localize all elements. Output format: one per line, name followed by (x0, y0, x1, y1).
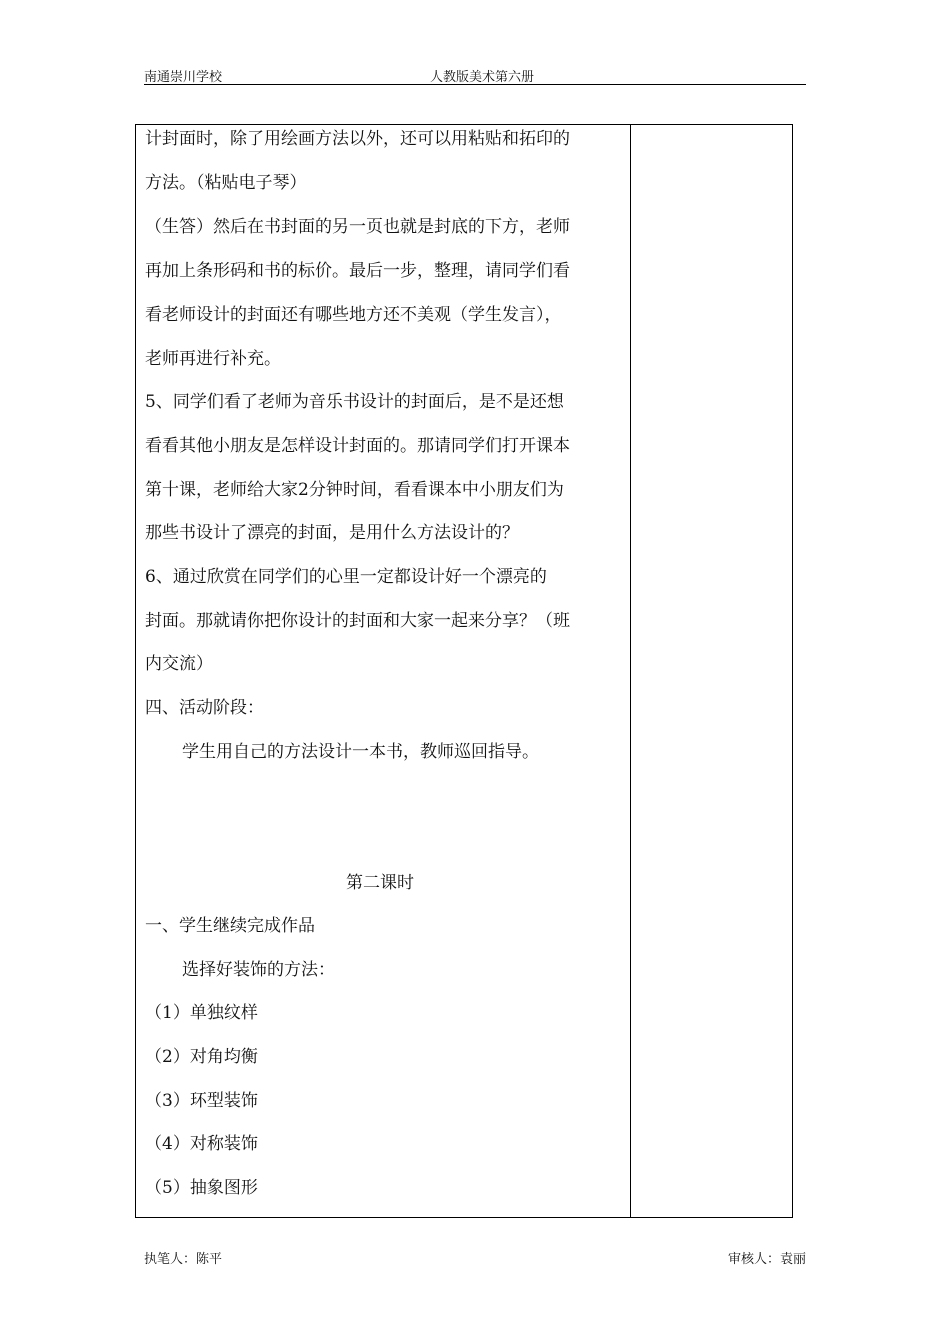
list-item: （5）抽象图形 (145, 1178, 258, 1198)
text-line: 老师再进行补充。 (145, 349, 281, 369)
section-heading: 一、学生继续完成作品 (145, 916, 315, 936)
lesson-table (135, 124, 793, 1218)
text-line: 计封面时，除了用绘画方法以外，还可以用粘贴和拓印的 (145, 129, 570, 149)
author-label: 执笔人：陈平 (144, 1252, 223, 1267)
text-line: 看看其他小朋友是怎样设计封面的。那请同学们打开课本 (145, 436, 570, 456)
list-item: （3）环型装饰 (145, 1091, 258, 1111)
list-item: （4）对称装饰 (145, 1134, 258, 1154)
list-item: （2）对角均衡 (145, 1047, 258, 1067)
text-line: 那些书设计了漂亮的封面，是用什么方法设计的？ (145, 523, 519, 543)
text-line: 第十课，老师给大家2分钟时间，看看课本中小朋友们为 (145, 480, 564, 500)
section-heading: 四、活动阶段： (145, 698, 264, 718)
text-line: 6、通过欣赏在同学们的心里一定都设计好一个漂亮的 (145, 567, 547, 587)
list-item: （1）单独纹样 (145, 1003, 258, 1023)
lesson-period-title: 第二课时 (346, 873, 414, 893)
text-line: 看老师设计的封面还有哪些地方还不美观（学生发言）， (145, 305, 562, 325)
text-line: 方法。（粘贴电子琴） (145, 173, 307, 193)
text-line: 再加上条形码和书的标价。最后一步，整理，请同学们看 (145, 261, 570, 281)
text-line: （生答）然后在书封面的另一页也就是封底的下方，老师 (145, 217, 570, 237)
notes-cell (631, 125, 792, 1217)
text-line: 选择好装饰的方法： (182, 960, 335, 980)
text-line: 5、同学们看了老师为音乐书设计的封面后，是不是还想 (145, 392, 564, 412)
book-title: 人教版美术第六册 (430, 70, 535, 85)
text-line: 内交流） (145, 654, 213, 674)
school-name: 南通崇川学校 (144, 70, 223, 85)
reviewer-label: 审核人：袁丽 (727, 1252, 806, 1267)
text-line: 学生用自己的方法设计一本书，教师巡回指导。 (182, 742, 539, 762)
text-line: 封面。那就请你把你设计的封面和大家一起来分享？（班 (145, 611, 570, 631)
page-header (144, 64, 806, 85)
